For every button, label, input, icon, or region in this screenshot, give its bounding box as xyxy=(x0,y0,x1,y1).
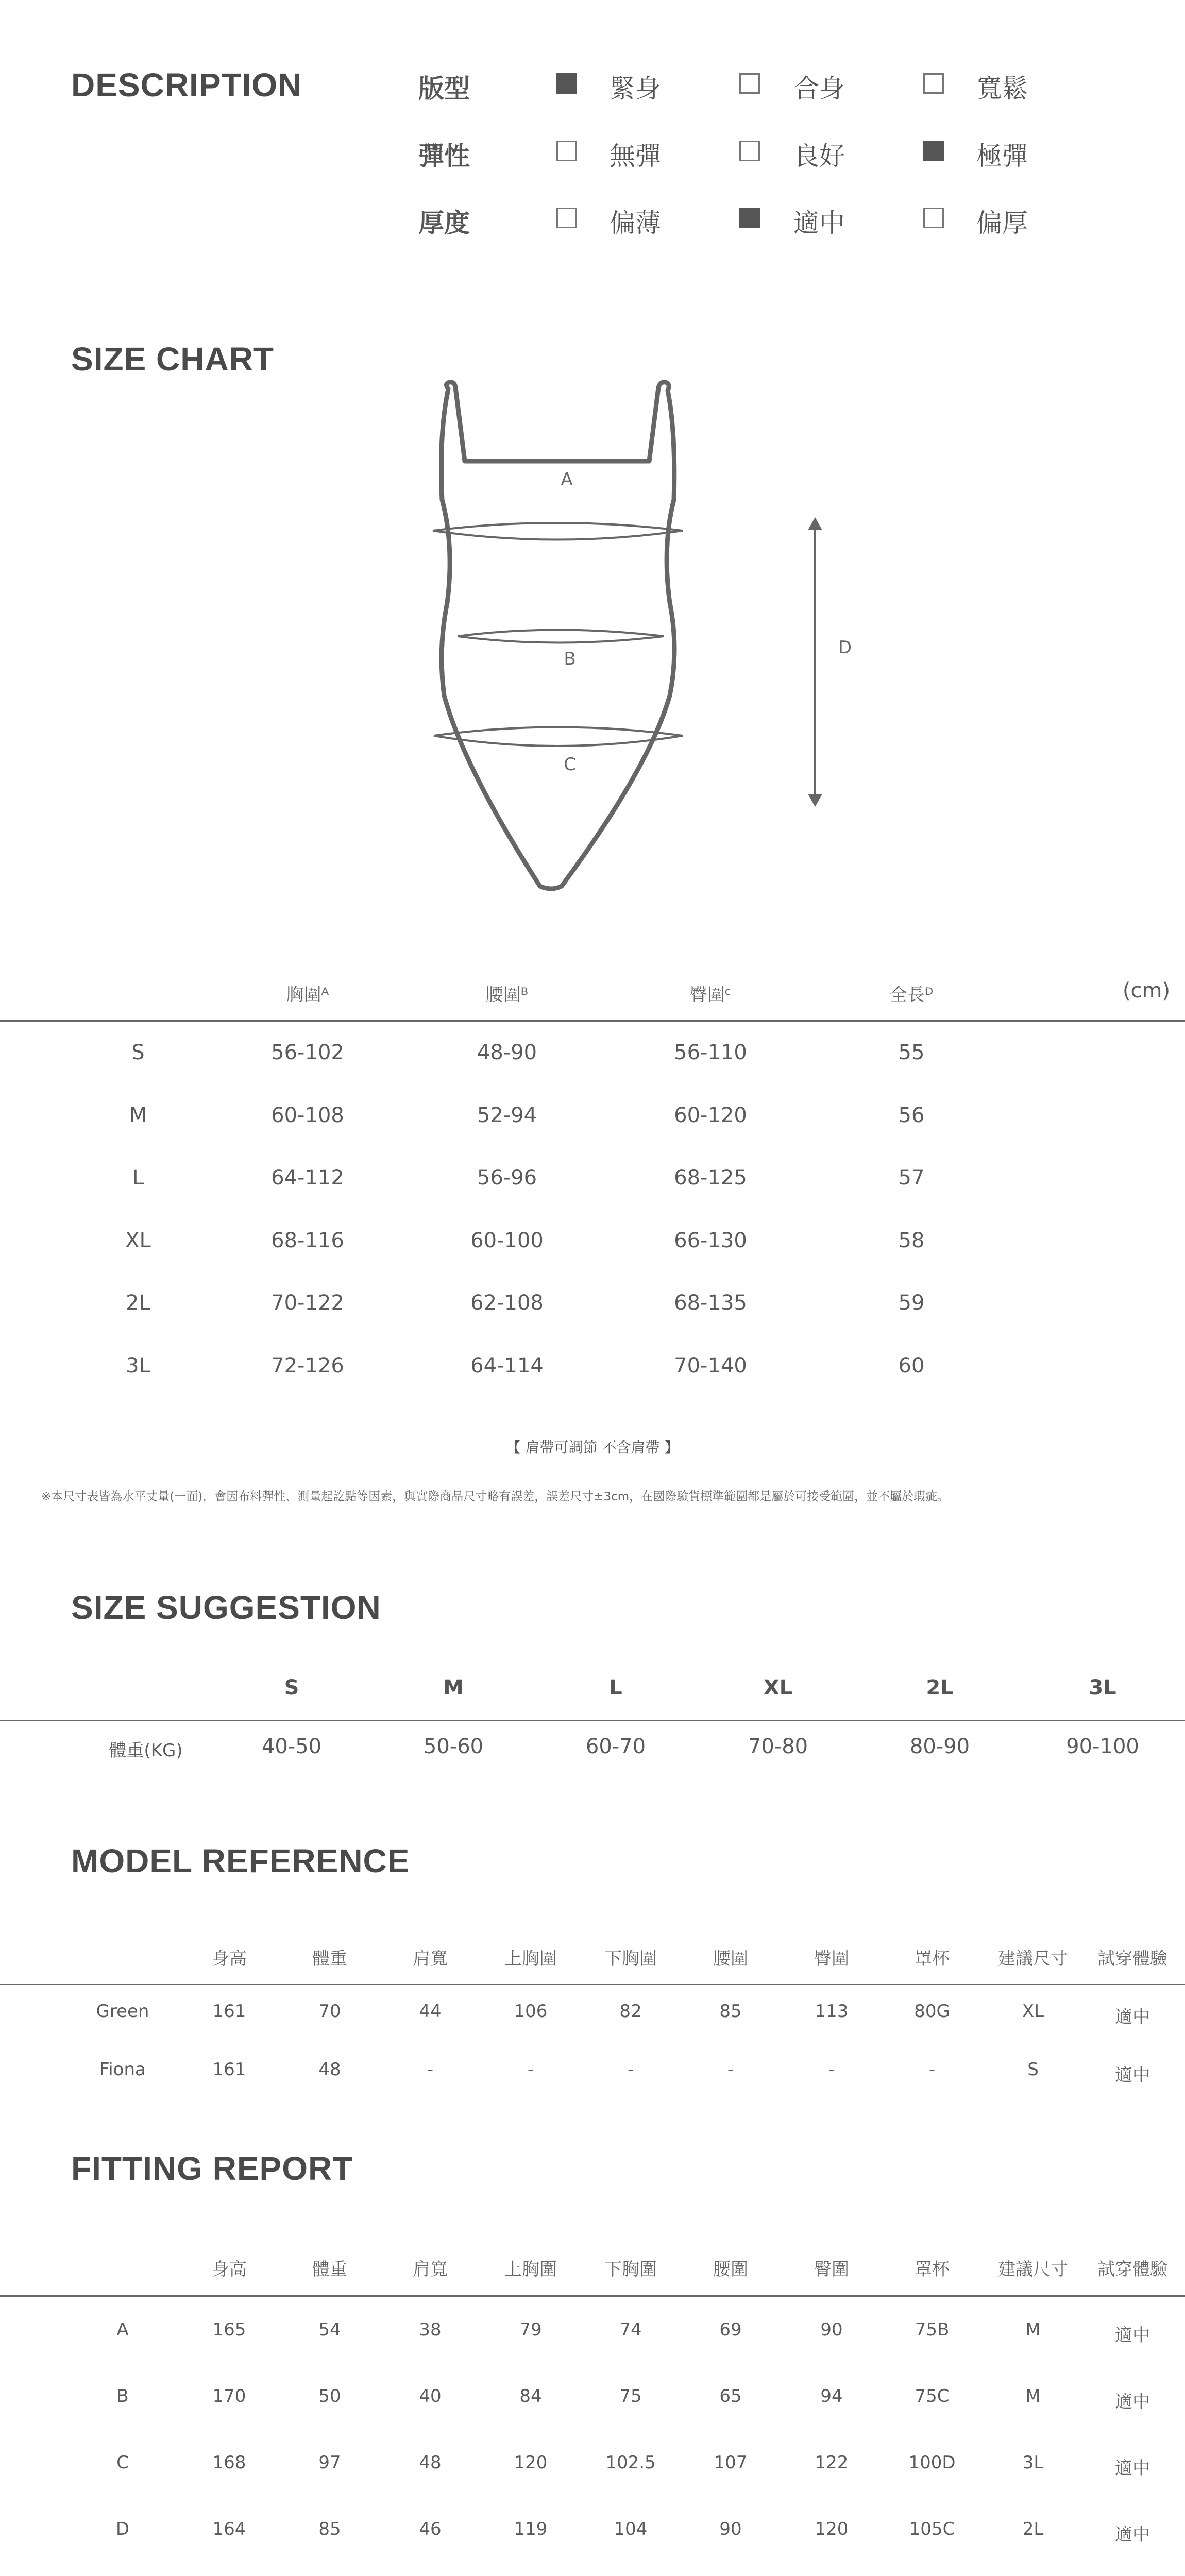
fitting-header-fit: 試穿體驗 xyxy=(1097,2259,1167,2280)
model-cell-waist: - xyxy=(727,2059,734,2080)
suggest-size-header: XL xyxy=(763,1676,793,1700)
model-cell-fit: 適中 xyxy=(1115,2065,1150,2086)
fitting-cell-under-bust: 74 xyxy=(619,2319,642,2340)
fitting-cell-cup: 100D xyxy=(908,2452,956,2473)
size-chart-cell-chest: 72-126 xyxy=(271,1353,344,1378)
size-chart-cell-waist: 64-114 xyxy=(470,1353,544,1378)
model-header-upper-bust: 上胸圍 xyxy=(504,1948,557,1969)
size-chart-cell-hip: 60-120 xyxy=(674,1103,747,1127)
fitting-cell-under-bust: 104 xyxy=(614,2519,648,2539)
fitting-cell-suggested-size: 3L xyxy=(1022,2452,1044,2473)
fitting-cell-upper-bust: 120 xyxy=(514,2452,548,2473)
fitting-cell-height: 168 xyxy=(212,2452,246,2473)
model-cell-suggested-size: S xyxy=(1027,2059,1039,2080)
model-cell-cup: 80G xyxy=(914,2001,950,2022)
model-cell-name: Fiona xyxy=(99,2059,146,2080)
model-cell-name: Green xyxy=(96,2001,149,2022)
model-header-shoulder: 肩寬 xyxy=(413,1948,448,1969)
size-chart-cell-chest: 64-112 xyxy=(271,1166,344,1190)
model-cell-waist: 85 xyxy=(719,2001,742,2022)
size-suggestion-rule xyxy=(0,1720,1185,1721)
fitting-cell-cup: 75B xyxy=(915,2319,950,2340)
suggest-weight-cell: 80-90 xyxy=(909,1735,970,1758)
checkbox-tight xyxy=(556,73,577,94)
model-cell-under-bust: - xyxy=(627,2059,634,2080)
suggest-size-header: L xyxy=(609,1676,622,1700)
fitting-header-upper-bust: 上胸圍 xyxy=(504,2259,557,2280)
suggest-size-header: M xyxy=(443,1676,464,1700)
fitting-header-shoulder: 肩寬 xyxy=(413,2259,448,2280)
fitting-cell-upper-bust: 84 xyxy=(519,2386,542,2406)
size-chart-cell-chest: 70-122 xyxy=(271,1291,344,1315)
model-header-height: 身高 xyxy=(212,1948,247,1969)
fitting-cell-waist: 90 xyxy=(719,2519,742,2539)
model-cell-height: 161 xyxy=(212,2001,246,2022)
fitting-cell-suggested-size: M xyxy=(1025,2319,1041,2340)
fitting-cell-waist: 69 xyxy=(719,2319,742,2340)
model-cell-hip: 113 xyxy=(815,2001,849,2022)
size-chart-cell-waist: 48-90 xyxy=(477,1041,537,1064)
header-hip: 臀圍ᶜ xyxy=(689,985,732,1005)
size-chart-cell-hip: 68-125 xyxy=(674,1166,747,1190)
option-high-stretch: 極彈 xyxy=(976,141,1028,171)
option-no-stretch: 無彈 xyxy=(610,141,661,171)
size-chart-cell-size: XL xyxy=(125,1228,151,1252)
waist-line-back xyxy=(458,630,664,637)
fitting-cell-upper-bust: 79 xyxy=(519,2319,542,2340)
model-header-cup: 罩杯 xyxy=(915,1948,950,1969)
size-chart-rule xyxy=(0,1020,1185,1022)
chest-line-back xyxy=(433,523,683,531)
fitting-header-under-bust: 下胸圍 xyxy=(604,2259,657,2280)
fitting-header-waist: 腰圍 xyxy=(713,2259,748,2280)
model-cell-under-bust: 82 xyxy=(619,2001,642,2022)
size-chart-cell-size: S xyxy=(131,1041,145,1064)
size-chart-cell-hip: 66-130 xyxy=(674,1228,747,1252)
model-cell-upper-bust: 106 xyxy=(514,2001,548,2022)
fitting-cell-weight: 50 xyxy=(318,2386,341,2406)
checkbox-thick xyxy=(923,208,944,228)
model-header-suggested-size: 建議尺寸 xyxy=(998,1948,1068,1969)
suggest-size-header: S xyxy=(284,1676,299,1700)
fitting-cell-height: 164 xyxy=(212,2519,246,2539)
size-chart-cell-length: 60 xyxy=(898,1353,925,1378)
option-thin: 偏薄 xyxy=(610,208,661,238)
elasticity-label: 彈性 xyxy=(418,141,470,171)
model-header-under-bust: 下胸圍 xyxy=(604,1948,657,1969)
size-chart-cell-chest: 60-108 xyxy=(271,1103,344,1127)
checkbox-loose xyxy=(923,73,944,94)
model-header-fit: 試穿體驗 xyxy=(1097,1948,1167,1969)
suggest-weight-cell: 40-50 xyxy=(261,1735,322,1758)
length-arrow-top xyxy=(810,519,820,529)
fitting-cell-upper-bust: 119 xyxy=(514,2519,548,2539)
fitting-header-height: 身高 xyxy=(212,2259,247,2280)
fit-label: 版型 xyxy=(418,74,470,104)
model-header-weight: 體重 xyxy=(312,1948,347,1969)
fitting-cell-weight: 54 xyxy=(318,2319,341,2340)
fitting-cell-fit: 適中 xyxy=(1115,2524,1150,2545)
checkbox-regular xyxy=(739,73,760,94)
header-length: 全長ᴰ xyxy=(889,985,934,1005)
fitting-cell-weight: 97 xyxy=(318,2452,341,2473)
fitting-cell-weight: 85 xyxy=(318,2519,341,2539)
model-cell-shoulder: 44 xyxy=(419,2001,442,2022)
size-chart-cell-chest: 68-116 xyxy=(271,1228,344,1252)
size-chart-cell-length: 55 xyxy=(898,1041,925,1064)
label-b: B xyxy=(564,649,576,669)
size-chart-cell-waist: 60-100 xyxy=(470,1228,544,1252)
model-cell-hip: - xyxy=(828,2059,835,2080)
fitting-cell-name: C xyxy=(116,2452,129,2473)
fitting-cell-hip: 94 xyxy=(820,2386,843,2406)
size-chart-cell-hip: 70-140 xyxy=(674,1353,747,1378)
size-chart-cell-size: M xyxy=(129,1103,147,1127)
hip-line xyxy=(434,736,683,746)
fitting-cell-height: 170 xyxy=(212,2386,246,2406)
fitting-cell-under-bust: 75 xyxy=(619,2386,642,2406)
suggest-weight-cell: 70-80 xyxy=(748,1735,808,1758)
fitting-cell-name: B xyxy=(116,2386,129,2406)
model-cell-weight: 48 xyxy=(318,2059,341,2080)
model-cell-cup: - xyxy=(928,2059,936,2080)
suggest-weight-cell: 90-100 xyxy=(1066,1735,1139,1758)
label-d: D xyxy=(838,637,852,658)
fitting-report-rule xyxy=(0,2295,1185,2297)
fitting-cell-hip: 122 xyxy=(815,2452,849,2473)
size-suggestion-title: SIZE SUGGESTION xyxy=(71,1589,381,1626)
fitting-cell-waist: 107 xyxy=(714,2452,748,2473)
fitting-cell-fit: 適中 xyxy=(1115,2325,1150,2346)
description-title: DESCRIPTION xyxy=(71,66,302,104)
option-regular: 合身 xyxy=(793,74,845,104)
fitting-cell-hip: 120 xyxy=(815,2519,849,2539)
fitting-cell-cup: 75C xyxy=(915,2386,950,2406)
checkbox-medium xyxy=(739,208,760,228)
fitting-cell-shoulder: 38 xyxy=(419,2319,442,2340)
fitting-cell-hip: 90 xyxy=(820,2319,843,2340)
model-cell-fit: 適中 xyxy=(1115,2007,1150,2027)
suggest-size-header: 3L xyxy=(1089,1676,1116,1700)
option-thick: 偏厚 xyxy=(976,208,1028,238)
suggest-size-header: 2L xyxy=(926,1676,954,1700)
fitting-cell-name: D xyxy=(115,2519,130,2539)
size-chart-cell-waist: 52-94 xyxy=(477,1103,537,1127)
size-chart-cell-hip: 56-110 xyxy=(674,1041,747,1064)
checkbox-no-stretch xyxy=(556,141,577,161)
model-reference-rule xyxy=(0,1984,1185,1985)
thickness-label: 厚度 xyxy=(418,208,470,238)
checkbox-thin xyxy=(556,208,577,228)
fitting-cell-height: 165 xyxy=(212,2319,246,2340)
size-chart-cell-size: 3L xyxy=(126,1353,150,1378)
checkbox-high-stretch xyxy=(923,141,944,161)
size-chart-cell-size: 2L xyxy=(126,1291,150,1315)
model-header-waist: 腰圍 xyxy=(713,1948,748,1969)
model-header-hip: 臀圍 xyxy=(814,1948,849,1969)
fitting-cell-under-bust: 102.5 xyxy=(605,2452,656,2473)
unit-label: (cm) xyxy=(1122,979,1171,1003)
weight-label: 體重(KG) xyxy=(109,1740,183,1761)
size-chart-cell-hip: 68-135 xyxy=(674,1291,747,1315)
chest-line xyxy=(433,531,683,540)
header-waist: 腰圍ᴮ xyxy=(485,985,529,1005)
size-chart-cell-waist: 62-108 xyxy=(470,1291,544,1315)
fitting-cell-shoulder: 48 xyxy=(419,2452,442,2473)
suggest-weight-cell: 60-70 xyxy=(585,1735,646,1758)
size-chart-cell-waist: 56-96 xyxy=(477,1166,537,1190)
fitting-cell-shoulder: 46 xyxy=(419,2519,442,2539)
fitting-header-suggested-size: 建議尺寸 xyxy=(998,2259,1068,2280)
fitting-cell-waist: 65 xyxy=(719,2386,742,2406)
fitting-header-weight: 體重 xyxy=(312,2259,347,2280)
fitting-cell-shoulder: 40 xyxy=(419,2386,442,2406)
option-medium: 適中 xyxy=(793,208,845,238)
fitting-report-title: FITTING REPORT xyxy=(71,2150,353,2187)
size-chart-cell-length: 57 xyxy=(898,1166,925,1190)
fitting-header-hip: 臀圍 xyxy=(814,2259,849,2280)
model-cell-shoulder: - xyxy=(427,2059,434,2080)
size-chart-cell-size: L xyxy=(132,1166,144,1190)
fitting-cell-name: A xyxy=(116,2319,129,2340)
length-arrow-bottom xyxy=(810,795,820,805)
fitting-cell-suggested-size: 2L xyxy=(1022,2519,1044,2539)
fitting-cell-cup: 105C xyxy=(909,2519,955,2539)
option-good-stretch: 良好 xyxy=(793,141,845,171)
option-tight: 緊身 xyxy=(610,74,661,104)
hip-line-back xyxy=(434,727,683,736)
option-loose: 寬鬆 xyxy=(976,74,1028,104)
fitting-header-cup: 罩杯 xyxy=(915,2259,950,2280)
suggest-weight-cell: 50-60 xyxy=(423,1735,484,1758)
strap-note: 【 肩帶可調節 不含肩帶 】 xyxy=(506,1439,679,1456)
size-chart-cell-length: 59 xyxy=(898,1291,925,1315)
size-chart-cell-length: 56 xyxy=(898,1103,925,1127)
header-chest: 胸圍ᴬ xyxy=(286,985,329,1005)
label-a: A xyxy=(561,469,573,490)
waist-line xyxy=(458,636,664,643)
swimsuit-outline xyxy=(442,382,675,889)
size-chart-title: SIZE CHART xyxy=(71,341,274,378)
fitting-cell-fit: 適中 xyxy=(1115,2458,1150,2479)
model-cell-height: 161 xyxy=(212,2059,246,2080)
fitting-cell-fit: 適中 xyxy=(1115,2392,1150,2412)
size-chart-footnote: ※本尺寸表皆為水平丈量(一面)，會因布料彈性、測量起訖點等因素，與實際商品尺寸略有誤差，誤差尺寸±3cm，在國際驗貨標準範圍都是屬於可接受範圍，並不屬於瑕疵。 xyxy=(41,1490,950,1503)
model-reference-title: MODEL REFERENCE xyxy=(71,1842,410,1879)
model-cell-weight: 70 xyxy=(318,2001,341,2022)
model-cell-suggested-size: XL xyxy=(1022,2001,1044,2022)
checkbox-good-stretch xyxy=(739,141,760,161)
fitting-cell-suggested-size: M xyxy=(1025,2386,1041,2406)
label-c: C xyxy=(564,754,576,775)
size-chart-cell-chest: 56-102 xyxy=(271,1041,344,1064)
size-chart-cell-length: 58 xyxy=(898,1228,925,1252)
swimsuit-diagram xyxy=(412,376,886,902)
model-cell-upper-bust: - xyxy=(527,2059,534,2080)
